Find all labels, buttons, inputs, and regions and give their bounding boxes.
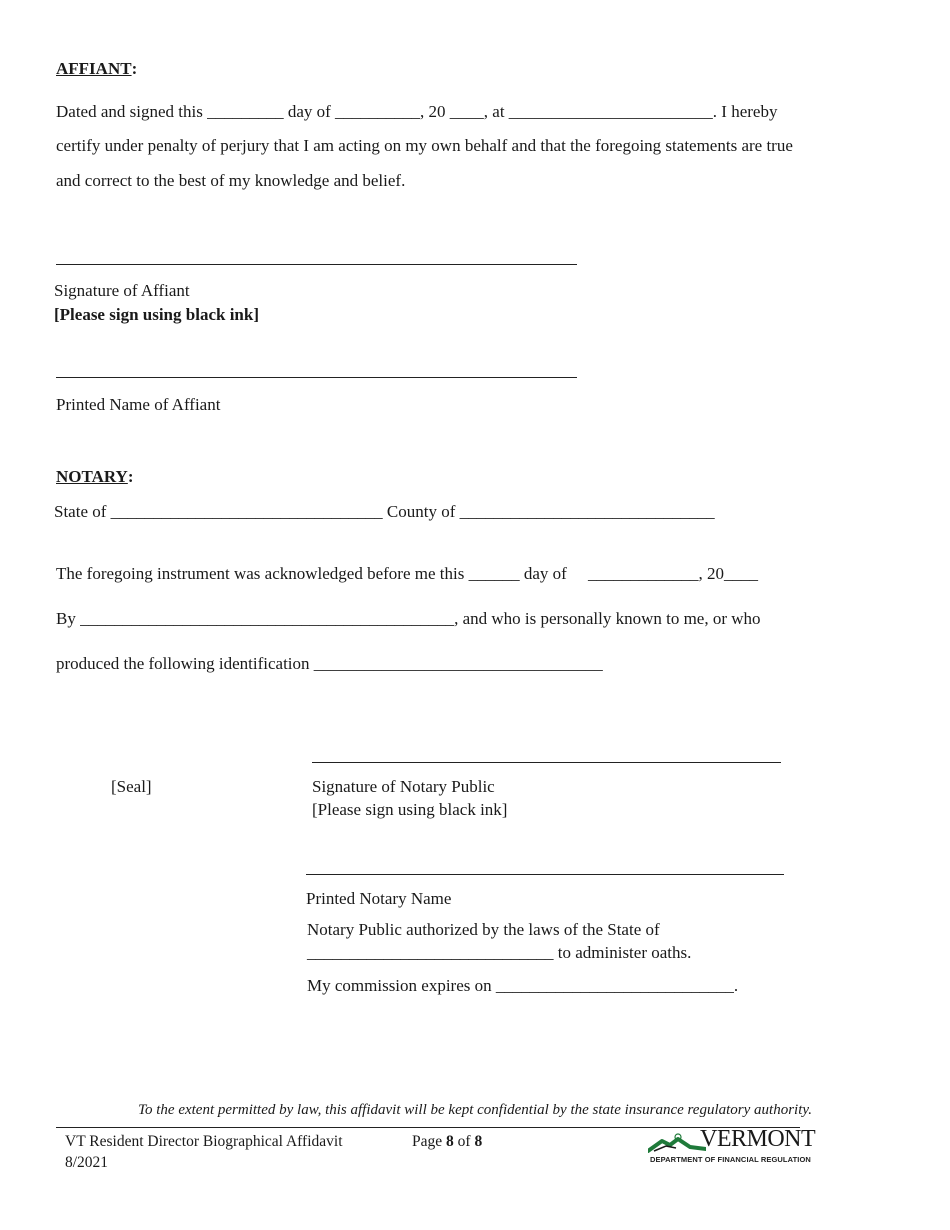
footer-divider (56, 1127, 800, 1128)
notary-state-county-line: State of ________________________________ County of ______________________________ (54, 502, 715, 521)
affiant-paragraph-line-2: certify under penalty of perjury that I am acting on my own behalf and that the foregoing statements are true (56, 136, 793, 155)
notary-heading: NOTARY: (56, 467, 134, 486)
page-of: of (453, 1133, 475, 1150)
affiant-signature-label: Signature of Affiant (54, 281, 190, 300)
affiant-heading: AFFIANT: (56, 59, 138, 78)
footer-form-title: VT Resident Director Biographical Affidavit (65, 1133, 343, 1150)
logo-subtitle: DEPARTMENT OF FINANCIAL REGULATION (650, 1155, 811, 1164)
affiant-printed-name-label: Printed Name of Affiant (56, 395, 221, 414)
notary-seal-label: [Seal] (111, 777, 152, 796)
page-total: 8 (474, 1133, 483, 1150)
notary-signature-line[interactable] (312, 762, 781, 763)
footer-page-number (412, 1133, 482, 1151)
notary-by-line: By ____________________________________________, and who is personally known to me, or who (56, 609, 761, 628)
footer-form-date: 8/2021 (65, 1154, 109, 1171)
logo-name: VERMONT (700, 1126, 816, 1152)
notary-printed-name-line[interactable] (306, 874, 784, 875)
mountain-logo-icon (648, 1133, 706, 1153)
affiant-paragraph-line-3: and correct to the best of my knowledge and belief. (56, 171, 406, 190)
notary-acknowledged-line: The foregoing instrument was acknowledged before me this ______ day of _____________, 20____ (56, 564, 759, 583)
notary-commission-line: My commission expires on ____________________________. (307, 976, 739, 995)
notary-signature-label: Signature of Notary Public (312, 777, 495, 796)
notary-signature-note: [Please sign using black ink] (312, 800, 508, 819)
notary-authorized-line-1: Notary Public authorized by the laws of the State of (307, 920, 660, 939)
confidential-note: To the extent permitted by law, this affidavit will be kept confidential by the state insurance regulatory authority. (138, 1102, 812, 1118)
notary-identification-line: produced the following identification __________________________________ (56, 654, 603, 673)
page-prefix: Page (412, 1133, 447, 1150)
affiant-signature-line[interactable] (56, 264, 577, 265)
vermont-logo (648, 1126, 816, 1165)
affiant-signature-note: [Please sign using black ink] (54, 305, 259, 324)
page-current: 8 (446, 1133, 454, 1150)
notary-authorized-line-2: _____________________________ to administer oaths. (307, 943, 692, 962)
notary-heading-colon: : (127, 467, 134, 486)
affiant-printed-name-line[interactable] (56, 377, 577, 378)
affiant-heading-colon: : (131, 59, 138, 78)
notary-printed-name-label: Printed Notary Name (306, 889, 452, 908)
affiant-paragraph-line-1: Dated and signed this _________ day of __________, 20 ____, at ________________________. I hereby (56, 102, 778, 121)
